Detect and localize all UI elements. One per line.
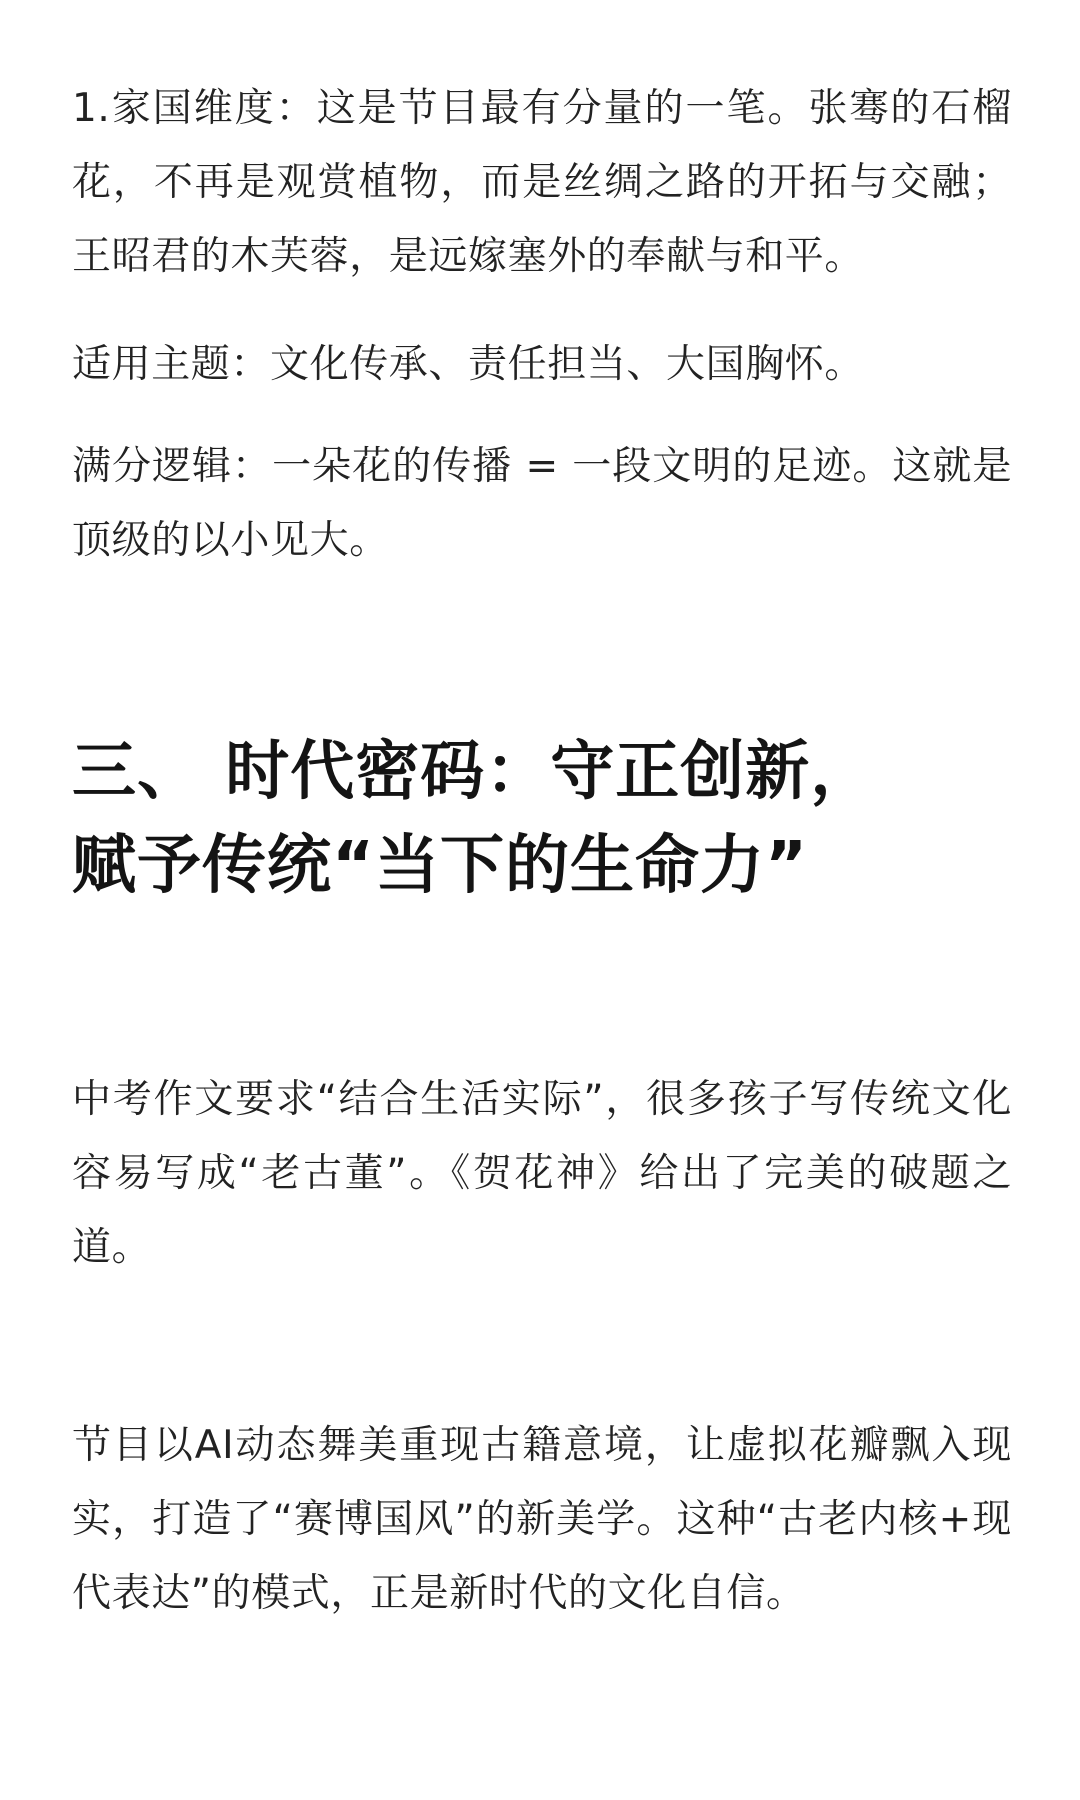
paragraph-family-nation: 1.家国维度：这是节目最有分量的一笔。张骞的石榴花，不再是观赏植物，而是丝绸之路的开拓与交融；王昭君的木芙蓉，是远嫁塞外的奉献与和平。 [72, 86, 1012, 279]
section-heading [72, 725, 1012, 913]
section-heading-line-1: 三、 时代密码：守正创新， [72, 735, 876, 809]
section-heading-line-2: 赋予传统“当下的生命力” [72, 829, 809, 903]
paragraph-exam-requirement: 中考作文要求“结合生活实际”，很多孩子写传统文化容易写成“老古董”。《贺花神》给出了完美的破题之道。 [72, 1077, 1012, 1270]
paragraph-cyber-guofeng: 节目以AI动态舞美重现古籍意境，让虚拟花瓣飘入现实，打造了“赛博国风”的新美学。这种“古老内核+现代表达”的模式，正是新时代的文化自信。 [72, 1423, 1012, 1616]
paragraph-full-score-logic: 满分逻辑：一朵花的传播 = 一段文明的足迹。这就是顶级的以小见大。 [72, 444, 1012, 563]
paragraph-applicable-themes: 适用主题：文化传承、责任担当、大国胸怀。 [72, 342, 865, 387]
